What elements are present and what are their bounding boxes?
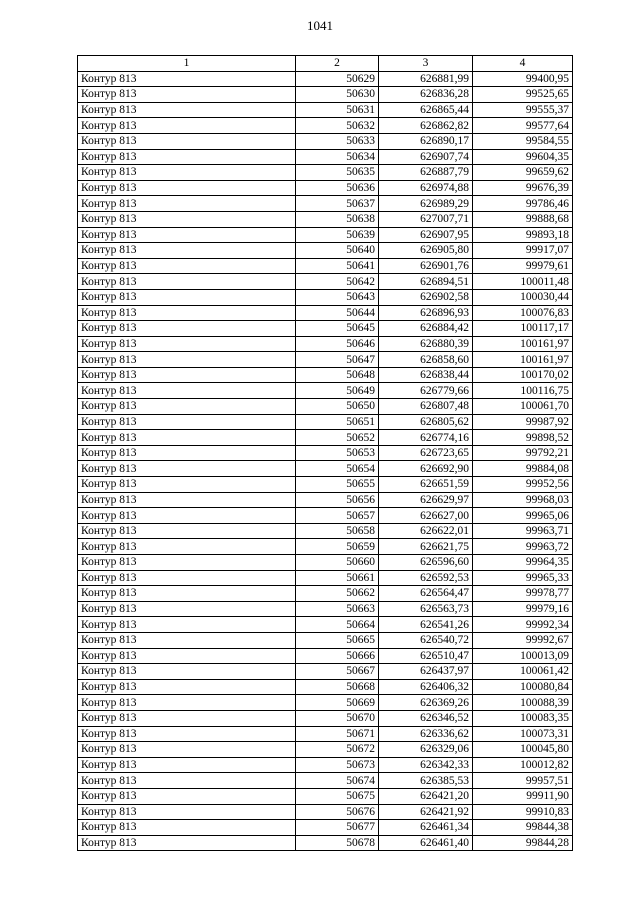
table-row: [78, 555, 573, 571]
y-coordinate-cell: 99979,61: [473, 258, 573, 274]
point-number-cell: 50629: [296, 71, 379, 87]
x-coordinate-cell: 626540,72: [379, 632, 473, 648]
table-row: [78, 726, 573, 742]
table-row: [78, 742, 573, 758]
page-number: 1041: [307, 18, 333, 33]
y-coordinate-cell: 99792,21: [473, 445, 573, 461]
contour-name-cell: Контур 813: [78, 664, 296, 680]
contour-name-cell: Контур 813: [78, 211, 296, 227]
y-coordinate-cell: 99965,33: [473, 570, 573, 586]
point-number-cell: 50630: [296, 87, 379, 103]
column-header: 1: [78, 56, 296, 72]
contour-name-cell: Контур 813: [78, 71, 296, 87]
x-coordinate-cell: 626596,60: [379, 555, 473, 571]
y-coordinate-cell: 99584,55: [473, 133, 573, 149]
table-row: [78, 414, 573, 430]
contour-name-cell: Контур 813: [78, 352, 296, 368]
point-number-cell: 50651: [296, 414, 379, 430]
x-coordinate-cell: 626421,20: [379, 788, 473, 804]
y-coordinate-cell: 99888,68: [473, 211, 573, 227]
contour-name-cell: Контур 813: [78, 539, 296, 555]
contour-name-cell: Контур 813: [78, 508, 296, 524]
x-coordinate-cell: 626779,66: [379, 383, 473, 399]
x-coordinate-cell: 626461,34: [379, 820, 473, 836]
y-coordinate-cell: 99604,35: [473, 149, 573, 165]
x-coordinate-cell: 626437,97: [379, 664, 473, 680]
y-coordinate-cell: 99577,64: [473, 118, 573, 134]
y-coordinate-cell: 100076,83: [473, 305, 573, 321]
x-coordinate-cell: 626627,00: [379, 508, 473, 524]
table-row: [78, 243, 573, 259]
point-number-cell: 50666: [296, 648, 379, 664]
contour-name-cell: Контур 813: [78, 726, 296, 742]
y-coordinate-cell: 99659,62: [473, 165, 573, 181]
y-coordinate-cell: 100073,31: [473, 726, 573, 742]
y-coordinate-cell: 99917,07: [473, 243, 573, 259]
contour-name-cell: Контур 813: [78, 321, 296, 337]
y-coordinate-cell: 99963,72: [473, 539, 573, 555]
x-coordinate-cell: 626902,58: [379, 289, 473, 305]
y-coordinate-cell: 99898,52: [473, 430, 573, 446]
point-number-cell: 50655: [296, 477, 379, 493]
table-row: [78, 352, 573, 368]
contour-name-cell: Контур 813: [78, 243, 296, 259]
x-coordinate-cell: 626421,92: [379, 804, 473, 820]
x-coordinate-cell: 627007,71: [379, 211, 473, 227]
contour-name-cell: Контур 813: [78, 555, 296, 571]
table-row: [78, 664, 573, 680]
contour-name-cell: Контур 813: [78, 305, 296, 321]
x-coordinate-cell: 626592,53: [379, 570, 473, 586]
y-coordinate-cell: 100117,17: [473, 321, 573, 337]
table-row: [78, 289, 573, 305]
x-coordinate-cell: 626651,59: [379, 477, 473, 493]
table-row: [78, 399, 573, 415]
table-row: [78, 679, 573, 695]
x-coordinate-cell: 626862,82: [379, 118, 473, 134]
point-number-cell: 50662: [296, 586, 379, 602]
table-row: [78, 321, 573, 337]
contour-name-cell: Контур 813: [78, 196, 296, 212]
table-row: [78, 710, 573, 726]
point-number-cell: 50659: [296, 539, 379, 555]
contour-name-cell: Контур 813: [78, 289, 296, 305]
table-row: [78, 196, 573, 212]
contour-name-cell: Контур 813: [78, 788, 296, 804]
contour-name-cell: Контур 813: [78, 523, 296, 539]
y-coordinate-cell: 99979,16: [473, 601, 573, 617]
point-number-cell: 50663: [296, 601, 379, 617]
table-row: [78, 133, 573, 149]
x-coordinate-cell: 626838,44: [379, 367, 473, 383]
y-coordinate-cell: 99965,06: [473, 508, 573, 524]
contour-name-cell: Контур 813: [78, 757, 296, 773]
x-coordinate-cell: 626887,79: [379, 165, 473, 181]
point-number-cell: 50641: [296, 258, 379, 274]
contour-name-cell: Контур 813: [78, 383, 296, 399]
y-coordinate-cell: 100061,70: [473, 399, 573, 415]
column-header: 2: [296, 56, 379, 72]
y-coordinate-cell: 99963,71: [473, 523, 573, 539]
y-coordinate-cell: 99555,37: [473, 102, 573, 118]
x-coordinate-cell: 626629,97: [379, 492, 473, 508]
point-number-cell: 50645: [296, 321, 379, 337]
contour-name-cell: Контур 813: [78, 820, 296, 836]
point-number-cell: 50671: [296, 726, 379, 742]
contour-name-cell: Контур 813: [78, 336, 296, 352]
x-coordinate-cell: 626989,29: [379, 196, 473, 212]
point-number-cell: 50642: [296, 274, 379, 290]
point-number-cell: 50652: [296, 430, 379, 446]
contour-name-cell: Контур 813: [78, 773, 296, 789]
x-coordinate-cell: 626385,53: [379, 773, 473, 789]
table-row: [78, 835, 573, 851]
table-row: [78, 383, 573, 399]
point-number-cell: 50647: [296, 352, 379, 368]
contour-name-cell: Контур 813: [78, 133, 296, 149]
point-number-cell: 50633: [296, 133, 379, 149]
table-row: [78, 71, 573, 87]
contour-name-cell: Контур 813: [78, 679, 296, 695]
point-number-cell: 50673: [296, 757, 379, 773]
x-coordinate-cell: 626884,42: [379, 321, 473, 337]
table-row: [78, 617, 573, 633]
contour-name-cell: Контур 813: [78, 227, 296, 243]
point-number-cell: 50646: [296, 336, 379, 352]
x-coordinate-cell: 626880,39: [379, 336, 473, 352]
contour-name-cell: Контур 813: [78, 477, 296, 493]
point-number-cell: 50631: [296, 102, 379, 118]
table-row: [78, 648, 573, 664]
x-coordinate-cell: 626836,28: [379, 87, 473, 103]
point-number-cell: 50644: [296, 305, 379, 321]
table-row: [78, 539, 573, 555]
contour-name-cell: Контур 813: [78, 710, 296, 726]
table-row: [78, 570, 573, 586]
contour-name-cell: Контур 813: [78, 586, 296, 602]
point-number-cell: 50661: [296, 570, 379, 586]
point-number-cell: 50640: [296, 243, 379, 259]
x-coordinate-cell: 626563,73: [379, 601, 473, 617]
y-coordinate-cell: 99893,18: [473, 227, 573, 243]
contour-name-cell: Контур 813: [78, 695, 296, 711]
point-number-cell: 50658: [296, 523, 379, 539]
table-row: [78, 87, 573, 103]
contour-name-cell: Контур 813: [78, 165, 296, 181]
x-coordinate-cell: 626692,90: [379, 461, 473, 477]
point-number-cell: 50632: [296, 118, 379, 134]
y-coordinate-cell: 100161,97: [473, 352, 573, 368]
table-row: [78, 180, 573, 196]
point-number-cell: 50639: [296, 227, 379, 243]
point-number-cell: 50653: [296, 445, 379, 461]
x-coordinate-cell: 626974,88: [379, 180, 473, 196]
contour-name-cell: Контур 813: [78, 632, 296, 648]
contour-name-cell: Контур 813: [78, 648, 296, 664]
x-coordinate-cell: 626807,48: [379, 399, 473, 415]
y-coordinate-cell: 99992,67: [473, 632, 573, 648]
point-number-cell: 50665: [296, 632, 379, 648]
x-coordinate-cell: 626510,47: [379, 648, 473, 664]
contour-name-cell: Контур 813: [78, 601, 296, 617]
x-coordinate-cell: 626907,74: [379, 149, 473, 165]
y-coordinate-cell: 99884,08: [473, 461, 573, 477]
x-coordinate-cell: 626346,52: [379, 710, 473, 726]
x-coordinate-cell: 626907,95: [379, 227, 473, 243]
x-coordinate-cell: 626541,26: [379, 617, 473, 633]
point-number-cell: 50636: [296, 180, 379, 196]
x-coordinate-cell: 626723,65: [379, 445, 473, 461]
column-header: 4: [473, 56, 573, 72]
table-row: [78, 445, 573, 461]
y-coordinate-cell: 99987,92: [473, 414, 573, 430]
y-coordinate-cell: 99957,51: [473, 773, 573, 789]
y-coordinate-cell: 99786,46: [473, 196, 573, 212]
y-coordinate-cell: 100012,82: [473, 757, 573, 773]
x-coordinate-cell: 626622,01: [379, 523, 473, 539]
x-coordinate-cell: 626369,26: [379, 695, 473, 711]
y-coordinate-cell: 100011,48: [473, 274, 573, 290]
table-row: [78, 165, 573, 181]
y-coordinate-cell: 100161,97: [473, 336, 573, 352]
y-coordinate-cell: 100088,39: [473, 695, 573, 711]
y-coordinate-cell: 99400,95: [473, 71, 573, 87]
point-number-cell: 50672: [296, 742, 379, 758]
x-coordinate-cell: 626774,16: [379, 430, 473, 446]
contour-name-cell: Контур 813: [78, 149, 296, 165]
x-coordinate-cell: 626896,93: [379, 305, 473, 321]
table-row: [78, 367, 573, 383]
contour-name-cell: Контур 813: [78, 399, 296, 415]
table-row: [78, 820, 573, 836]
contour-name-cell: Контур 813: [78, 804, 296, 820]
point-number-cell: 50674: [296, 773, 379, 789]
x-coordinate-cell: 626890,17: [379, 133, 473, 149]
table-row: [78, 211, 573, 227]
table-row: [78, 788, 573, 804]
contour-name-cell: Контур 813: [78, 492, 296, 508]
contour-name-cell: Контур 813: [78, 617, 296, 633]
x-coordinate-cell: 626894,51: [379, 274, 473, 290]
y-coordinate-cell: 99911,90: [473, 788, 573, 804]
point-number-cell: 50638: [296, 211, 379, 227]
table-header-row: [78, 56, 573, 72]
x-coordinate-cell: 626905,80: [379, 243, 473, 259]
y-coordinate-cell: 100061,42: [473, 664, 573, 680]
table-row: [78, 274, 573, 290]
table-row: [78, 102, 573, 118]
contour-name-cell: Контур 813: [78, 180, 296, 196]
point-number-cell: 50635: [296, 165, 379, 181]
table-row: [78, 773, 573, 789]
table-row: [78, 430, 573, 446]
x-coordinate-cell: 626805,62: [379, 414, 473, 430]
point-number-cell: 50657: [296, 508, 379, 524]
contour-name-cell: Контур 813: [78, 461, 296, 477]
table-row: [78, 508, 573, 524]
contour-name-cell: Контур 813: [78, 367, 296, 383]
y-coordinate-cell: 99952,56: [473, 477, 573, 493]
x-coordinate-cell: 626858,60: [379, 352, 473, 368]
point-number-cell: 50637: [296, 196, 379, 212]
x-coordinate-cell: 626336,62: [379, 726, 473, 742]
x-coordinate-cell: 626564,47: [379, 586, 473, 602]
point-number-cell: 50634: [296, 149, 379, 165]
y-coordinate-cell: 99844,38: [473, 820, 573, 836]
point-number-cell: 50648: [296, 367, 379, 383]
table-row: [78, 757, 573, 773]
table-row: [78, 586, 573, 602]
contour-name-cell: Контур 813: [78, 835, 296, 851]
y-coordinate-cell: 100013,09: [473, 648, 573, 664]
y-coordinate-cell: 99910,83: [473, 804, 573, 820]
y-coordinate-cell: 100045,80: [473, 742, 573, 758]
point-number-cell: 50654: [296, 461, 379, 477]
contour-name-cell: Контур 813: [78, 118, 296, 134]
contour-name-cell: Контур 813: [78, 742, 296, 758]
point-number-cell: 50676: [296, 804, 379, 820]
point-number-cell: 50660: [296, 555, 379, 571]
contour-name-cell: Контур 813: [78, 102, 296, 118]
point-number-cell: 50668: [296, 679, 379, 695]
y-coordinate-cell: 100030,44: [473, 289, 573, 305]
table-row: [78, 227, 573, 243]
table-row: [78, 305, 573, 321]
point-number-cell: 50649: [296, 383, 379, 399]
point-number-cell: 50643: [296, 289, 379, 305]
x-coordinate-cell: 626406,32: [379, 679, 473, 695]
point-number-cell: 50664: [296, 617, 379, 633]
point-number-cell: 50656: [296, 492, 379, 508]
contour-name-cell: Контур 813: [78, 445, 296, 461]
table-row: [78, 632, 573, 648]
table-row: [78, 695, 573, 711]
table-row: [78, 461, 573, 477]
point-number-cell: 50650: [296, 399, 379, 415]
column-header: 3: [379, 56, 473, 72]
contour-name-cell: Контур 813: [78, 274, 296, 290]
point-number-cell: 50677: [296, 820, 379, 836]
table-row: [78, 336, 573, 352]
x-coordinate-cell: 626901,76: [379, 258, 473, 274]
x-coordinate-cell: 626865,44: [379, 102, 473, 118]
table-row: [78, 258, 573, 274]
y-coordinate-cell: 99968,03: [473, 492, 573, 508]
table-row: [78, 118, 573, 134]
y-coordinate-cell: 99844,28: [473, 835, 573, 851]
table-row: [78, 804, 573, 820]
coordinates-table: [77, 55, 573, 851]
table-row: [78, 477, 573, 493]
y-coordinate-cell: 100080,84: [473, 679, 573, 695]
contour-name-cell: Контур 813: [78, 87, 296, 103]
point-number-cell: 50670: [296, 710, 379, 726]
y-coordinate-cell: 99676,39: [473, 180, 573, 196]
y-coordinate-cell: 99525,65: [473, 87, 573, 103]
point-number-cell: 50667: [296, 664, 379, 680]
contour-name-cell: Контур 813: [78, 430, 296, 446]
x-coordinate-cell: 626461,40: [379, 835, 473, 851]
y-coordinate-cell: 100116,75: [473, 383, 573, 399]
contour-name-cell: Контур 813: [78, 258, 296, 274]
x-coordinate-cell: 626329,06: [379, 742, 473, 758]
point-number-cell: 50669: [296, 695, 379, 711]
table-row: [78, 492, 573, 508]
table-row: [78, 601, 573, 617]
x-coordinate-cell: 626342,33: [379, 757, 473, 773]
table-row: [78, 523, 573, 539]
point-number-cell: 50675: [296, 788, 379, 804]
y-coordinate-cell: 100083,35: [473, 710, 573, 726]
x-coordinate-cell: 626621,75: [379, 539, 473, 555]
point-number-cell: 50678: [296, 835, 379, 851]
y-coordinate-cell: 99978,77: [473, 586, 573, 602]
contour-name-cell: Контур 813: [78, 414, 296, 430]
contour-name-cell: Контур 813: [78, 570, 296, 586]
table-row: [78, 149, 573, 165]
y-coordinate-cell: 100170,02: [473, 367, 573, 383]
y-coordinate-cell: 99992,34: [473, 617, 573, 633]
x-coordinate-cell: 626881,99: [379, 71, 473, 87]
y-coordinate-cell: 99964,35: [473, 555, 573, 571]
